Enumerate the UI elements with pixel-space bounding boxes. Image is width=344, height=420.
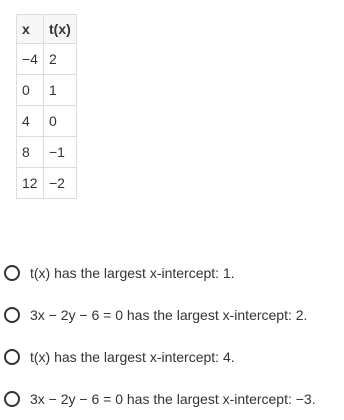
answer-option-1[interactable] (4, 252, 340, 294)
cell-tx: −2 (44, 168, 77, 199)
column-header-x: x (17, 15, 44, 44)
answer-choices (4, 252, 340, 420)
table-row (17, 137, 77, 168)
answer-option-3[interactable] (4, 336, 340, 378)
cell-x: 8 (17, 137, 44, 168)
radio-button-icon[interactable] (4, 265, 20, 281)
table-row (17, 75, 77, 106)
cell-x: 12 (17, 168, 44, 199)
cell-tx: −1 (44, 137, 77, 168)
cell-tx: 1 (44, 75, 77, 106)
cell-tx: 2 (44, 44, 77, 75)
cell-x: −4 (17, 44, 44, 75)
column-header-tx: t(x) (44, 15, 77, 44)
radio-button-icon[interactable] (4, 391, 20, 407)
answer-option-2[interactable] (4, 294, 340, 336)
table-row (17, 44, 77, 75)
answer-option-4[interactable] (4, 378, 340, 420)
radio-button-icon[interactable] (4, 349, 20, 365)
answer-option-label: 3x − 2y − 6 = 0 has the largest x-intercept: −3. (30, 391, 316, 407)
table-row (17, 106, 77, 137)
answer-option-label: t(x) has the largest x-intercept: 4. (30, 349, 235, 365)
table-row (17, 168, 77, 199)
answer-option-label: 3x − 2y − 6 = 0 has the largest x-intercept: 2. (30, 307, 308, 323)
cell-x: 4 (17, 106, 44, 137)
values-table (16, 14, 77, 199)
radio-button-icon[interactable] (4, 307, 20, 323)
answer-option-label: t(x) has the largest x-intercept: 1. (30, 265, 235, 281)
cell-tx: 0 (44, 106, 77, 137)
cell-x: 0 (17, 75, 44, 106)
table-header-row (17, 15, 77, 44)
